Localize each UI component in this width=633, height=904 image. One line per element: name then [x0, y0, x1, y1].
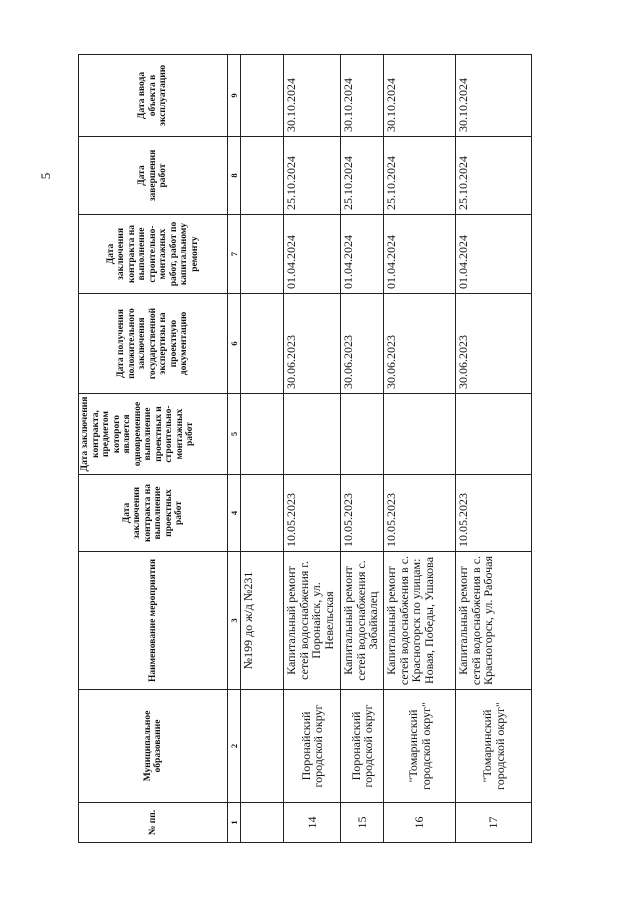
continuation-row [241, 55, 284, 843]
row-number: 16 [384, 803, 456, 843]
row-number: 14 [284, 803, 341, 843]
table-row [456, 55, 532, 843]
column-number-row [228, 55, 241, 843]
header-event-name: Наименование мероприятия [79, 552, 228, 690]
row-number: 17 [456, 803, 532, 843]
commissioning-date-cell: 30.10.2024 [384, 55, 456, 137]
combined-contract-date-cell [284, 394, 341, 475]
commissioning-date-cell: 30.10.2024 [341, 55, 384, 137]
table-row [341, 55, 384, 843]
construction-contract-date-cell: 01.04.2024 [384, 215, 456, 294]
column-number: 4 [228, 475, 241, 552]
header-construction-contract-date: Дата заключения контракта на выполнение строительно-монтажных работ, работ по капитальному ремонту [79, 215, 228, 294]
page-number: 5 [38, 172, 53, 180]
combined-contract-date-cell [456, 394, 532, 475]
commissioning-date-cell: 30.10.2024 [284, 55, 341, 137]
table-row [284, 55, 341, 843]
municipality-cell: "Томаринский городской округ" [456, 690, 532, 803]
column-number: 3 [228, 552, 241, 690]
column-number: 9 [228, 55, 241, 137]
expertise-date-cell: 30.06.2023 [384, 294, 456, 394]
design-contract-date-cell: 10.05.2023 [284, 475, 341, 552]
expertise-date-cell: 30.06.2023 [284, 294, 341, 394]
table-row [384, 55, 456, 843]
design-contract-date-cell: 10.05.2023 [341, 475, 384, 552]
row-number: 15 [341, 803, 384, 843]
header-municipality: Муниципальное образование [79, 690, 228, 803]
header-num: № пп. [79, 803, 228, 843]
rotated-table-sheet [78, 55, 531, 843]
column-number: 1 [228, 803, 241, 843]
expertise-date-cell: 30.06.2023 [456, 294, 532, 394]
header-completion-date: Дата завершения работ [79, 137, 228, 215]
column-number: 2 [228, 690, 241, 803]
event-name-cell: Капитальный ремонт сетей водоснабжения в с. Красногорск по улицам: Новая, Победы, Ушакова [384, 552, 456, 690]
expertise-date-cell: 30.06.2023 [341, 294, 384, 394]
completion-date-cell: 25.10.2024 [284, 137, 341, 215]
continuation-text: №199 до ж/д №231 [241, 552, 284, 690]
header-design-contract-date: Дата заключения контракта на выполнение проектных работ [79, 475, 228, 552]
event-name-cell: Капитальный ремонт сетей водоснабжения с. Забайкалец [341, 552, 384, 690]
construction-contract-date-cell: 01.04.2024 [341, 215, 384, 294]
header-expertise-date: Дата получения положительного заключения государственной экспертизы на проектную документацию [79, 294, 228, 394]
event-name-cell: Капитальный ремонт сетей водоснабжения г. Поронайск, ул. Невельская [284, 552, 341, 690]
column-number: 8 [228, 137, 241, 215]
completion-date-cell: 25.10.2024 [456, 137, 532, 215]
commissioning-date-cell: 30.10.2024 [456, 55, 532, 137]
schedule-table [78, 54, 532, 843]
column-number: 6 [228, 294, 241, 394]
event-name-cell: Капитальный ремонт сетей водоснабжения в с. Красногорск, ул. Рабочая [456, 552, 532, 690]
municipality-cell: Поронайский городской округ [284, 690, 341, 803]
completion-date-cell: 25.10.2024 [384, 137, 456, 215]
municipality-cell: Поронайский городской округ [341, 690, 384, 803]
combined-contract-date-cell [341, 394, 384, 475]
completion-date-cell: 25.10.2024 [341, 137, 384, 215]
column-number: 5 [228, 394, 241, 475]
construction-contract-date-cell: 01.04.2024 [284, 215, 341, 294]
municipality-cell: "Томаринский городской округ" [384, 690, 456, 803]
combined-contract-date-cell [384, 394, 456, 475]
column-number: 7 [228, 215, 241, 294]
header-combined-contract-date: Дата заключения контракта, предметом которого является одновременное выполнение проектных и строительно-монтажных работ [79, 394, 228, 475]
header-row [79, 55, 228, 843]
design-contract-date-cell: 10.05.2023 [456, 475, 532, 552]
header-commissioning-date: Дата ввода объекта в эксплуатацию [79, 55, 228, 137]
construction-contract-date-cell: 01.04.2024 [456, 215, 532, 294]
design-contract-date-cell: 10.05.2023 [384, 475, 456, 552]
